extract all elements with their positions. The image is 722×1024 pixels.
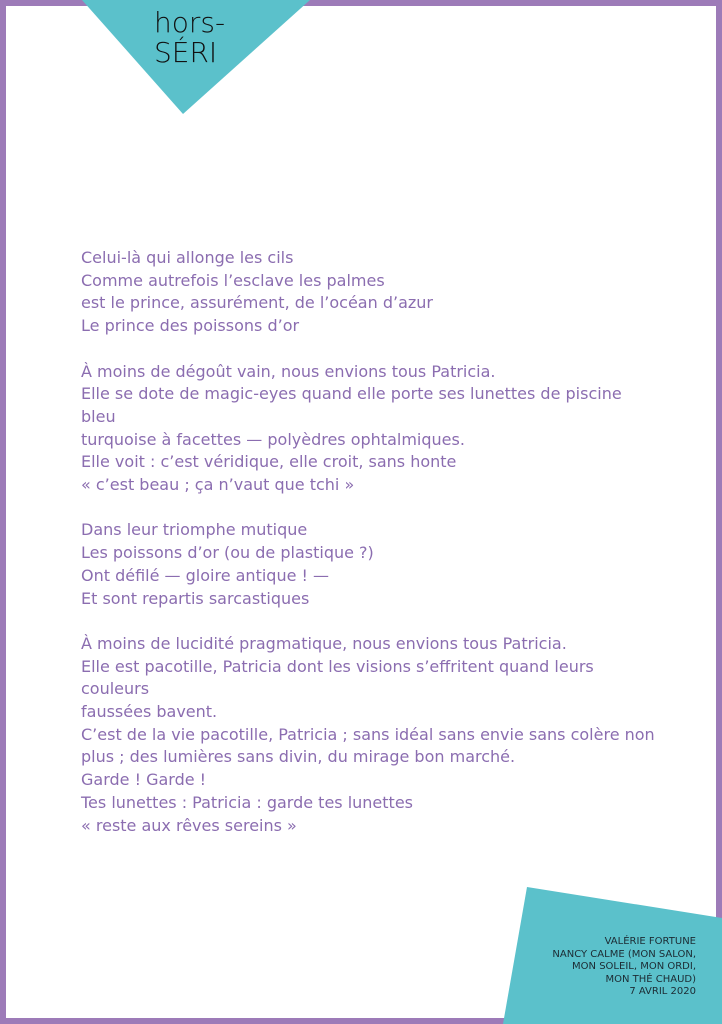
poem-line: Le prince des poissons d’or bbox=[81, 316, 300, 336]
poem-line: À moins de dégoût vain, nous envions tous Patricia. bbox=[81, 361, 496, 381]
badge-line-2: SÉRI bbox=[154, 36, 218, 69]
stanza bbox=[81, 247, 661, 338]
credit-line: NANCY CALME (MON SALON, bbox=[552, 948, 696, 960]
poem-line: turquoise à facettes — polyèdres ophtalmiques. bbox=[81, 429, 465, 449]
stanza bbox=[81, 633, 661, 837]
credit-line: VALÉRIE FORTUNE bbox=[604, 936, 696, 947]
credit-line: MON SOLEIL, MON ORDI, bbox=[572, 961, 696, 972]
poem-line: Et sont repartis sarcastiques bbox=[81, 588, 310, 608]
stanza bbox=[81, 519, 661, 610]
stanza bbox=[81, 361, 661, 497]
poem-line: Elle voit : c’est véridique, elle croit, sans honte bbox=[81, 452, 457, 472]
poem-line: Tes lunettes : Patricia : garde tes lunettes bbox=[81, 792, 413, 812]
poem-line: À moins de lucidité pragmatique, nous envions tous Patricia. bbox=[81, 633, 567, 653]
poem-line: Ont défilé — gloire antique ! — bbox=[81, 565, 330, 585]
credit-line: 7 AVRIL 2020 bbox=[629, 986, 696, 997]
poem-line: Garde ! Garde ! bbox=[81, 770, 207, 790]
hors-serie-badge bbox=[154, 8, 225, 68]
poem-line: plus ; des lumières sans divin, du mirage bon marché. bbox=[81, 747, 516, 767]
poem-line: est le prince, assurément, de l’océan d’azur bbox=[81, 293, 433, 313]
poem-line: Comme autrefois l’esclave les palmes bbox=[81, 270, 385, 290]
poem-line: C’est de la vie pacotille, Patricia ; sans idéal sans envie sans colère non bbox=[81, 724, 655, 744]
poem-line: « c’est beau ; ça n’vaut que tchi » bbox=[81, 475, 355, 495]
poem-line: faussées bavent. bbox=[81, 702, 218, 722]
credit-line: MON THÉ CHAUD) bbox=[605, 973, 696, 985]
poem-line: Celui-là qui allonge les cils bbox=[81, 248, 294, 267]
poem-line: Dans leur triomphe mutique bbox=[81, 520, 308, 540]
poem-line: Elle se dote de magic-eyes quand elle porte ses lunettes de piscine bleu bbox=[81, 384, 622, 426]
badge-line-1: hors- bbox=[154, 6, 226, 39]
poem bbox=[81, 247, 661, 860]
poem-line: Elle est pacotille, Patricia dont les visions s’effritent quand leurs couleurs bbox=[81, 656, 594, 699]
poem-line: « reste aux rêves sereins » bbox=[81, 815, 297, 835]
poem-line: Les poissons d’or (ou de plastique ?) bbox=[81, 543, 374, 563]
credits bbox=[552, 936, 696, 999]
